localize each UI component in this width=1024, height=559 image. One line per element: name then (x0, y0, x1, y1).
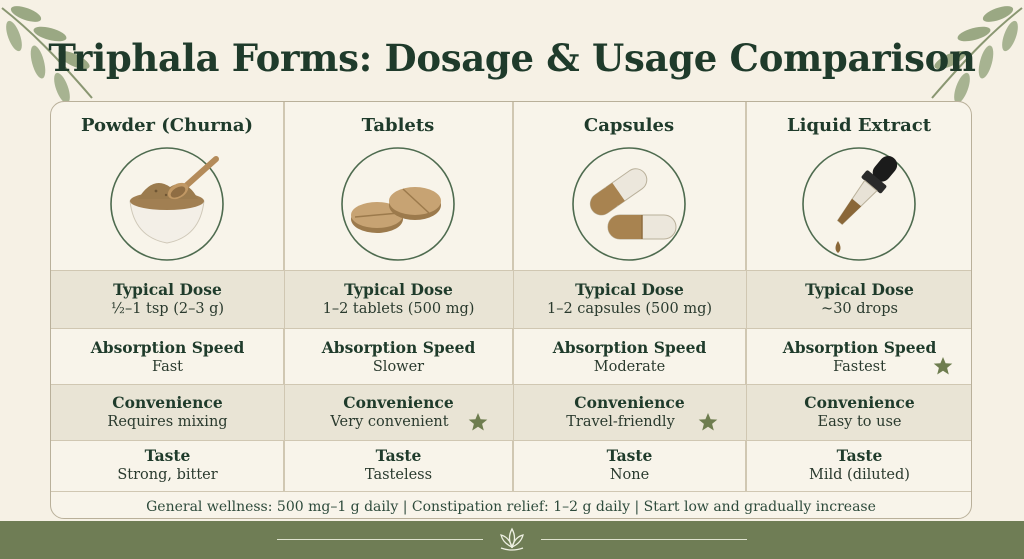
comparison-table (50, 101, 972, 519)
cell-value: ~30 drops (821, 301, 898, 317)
cell-value: Fast (152, 359, 183, 375)
cell-label: Convenience (804, 393, 915, 412)
lotus-icon (497, 527, 527, 553)
cell-value: Travel-friendly (566, 414, 675, 430)
cell-label: Typical Dose (344, 280, 453, 299)
star-icon (698, 412, 718, 432)
cell-value: Fastest (833, 359, 886, 375)
cell-label: Absorption Speed (90, 338, 245, 357)
cell-value: Moderate (593, 359, 666, 375)
column-title: Tablets (361, 115, 435, 136)
cell-value: Tasteless (364, 467, 433, 483)
cell-value: None (609, 467, 650, 483)
cell-label: Taste (606, 446, 653, 465)
cell-label: Taste (144, 446, 191, 465)
cell-label: Absorption Speed (321, 338, 476, 357)
cell-value: 1–2 tablets (500 mg) (322, 301, 475, 317)
cell-label: Typical Dose (805, 280, 914, 299)
cell-label: Absorption Speed (552, 338, 707, 357)
cell-value: ½–1 tsp (2–3 g) (110, 301, 225, 317)
column-title: Capsules (583, 115, 675, 136)
cell-label: Taste (375, 446, 422, 465)
cell-value: Strong, bitter (117, 467, 218, 483)
cell-label: Convenience (343, 393, 454, 412)
column-title: Powder (Churna) (80, 115, 254, 136)
cell-label: Taste (836, 446, 883, 465)
cell-value: Requires mixing (107, 414, 228, 430)
cell-value: 1–2 capsules (500 mg) (546, 301, 713, 317)
cell-label: Convenience (574, 393, 685, 412)
cell-label: Typical Dose (575, 280, 684, 299)
cell-label: Typical Dose (113, 280, 222, 299)
cell-value: Mild (diluted) (809, 467, 910, 483)
star-icon (933, 356, 953, 376)
column-title: Liquid Extract (786, 115, 932, 136)
dosage-note: General wellness: 500 mg–1 g daily | Constipation relief: 1–2 g daily | Start low and gradually increase (51, 491, 971, 519)
cell-value: Slower (372, 359, 425, 375)
page-title: Triphala Forms: Dosage & Usage Comparison (48, 36, 976, 80)
cell-value: Easy to use (817, 414, 902, 430)
cell-label: Absorption Speed (782, 338, 937, 357)
star-icon (468, 412, 488, 432)
cell-value: Very convenient (330, 414, 449, 430)
cell-label: Convenience (112, 393, 223, 412)
